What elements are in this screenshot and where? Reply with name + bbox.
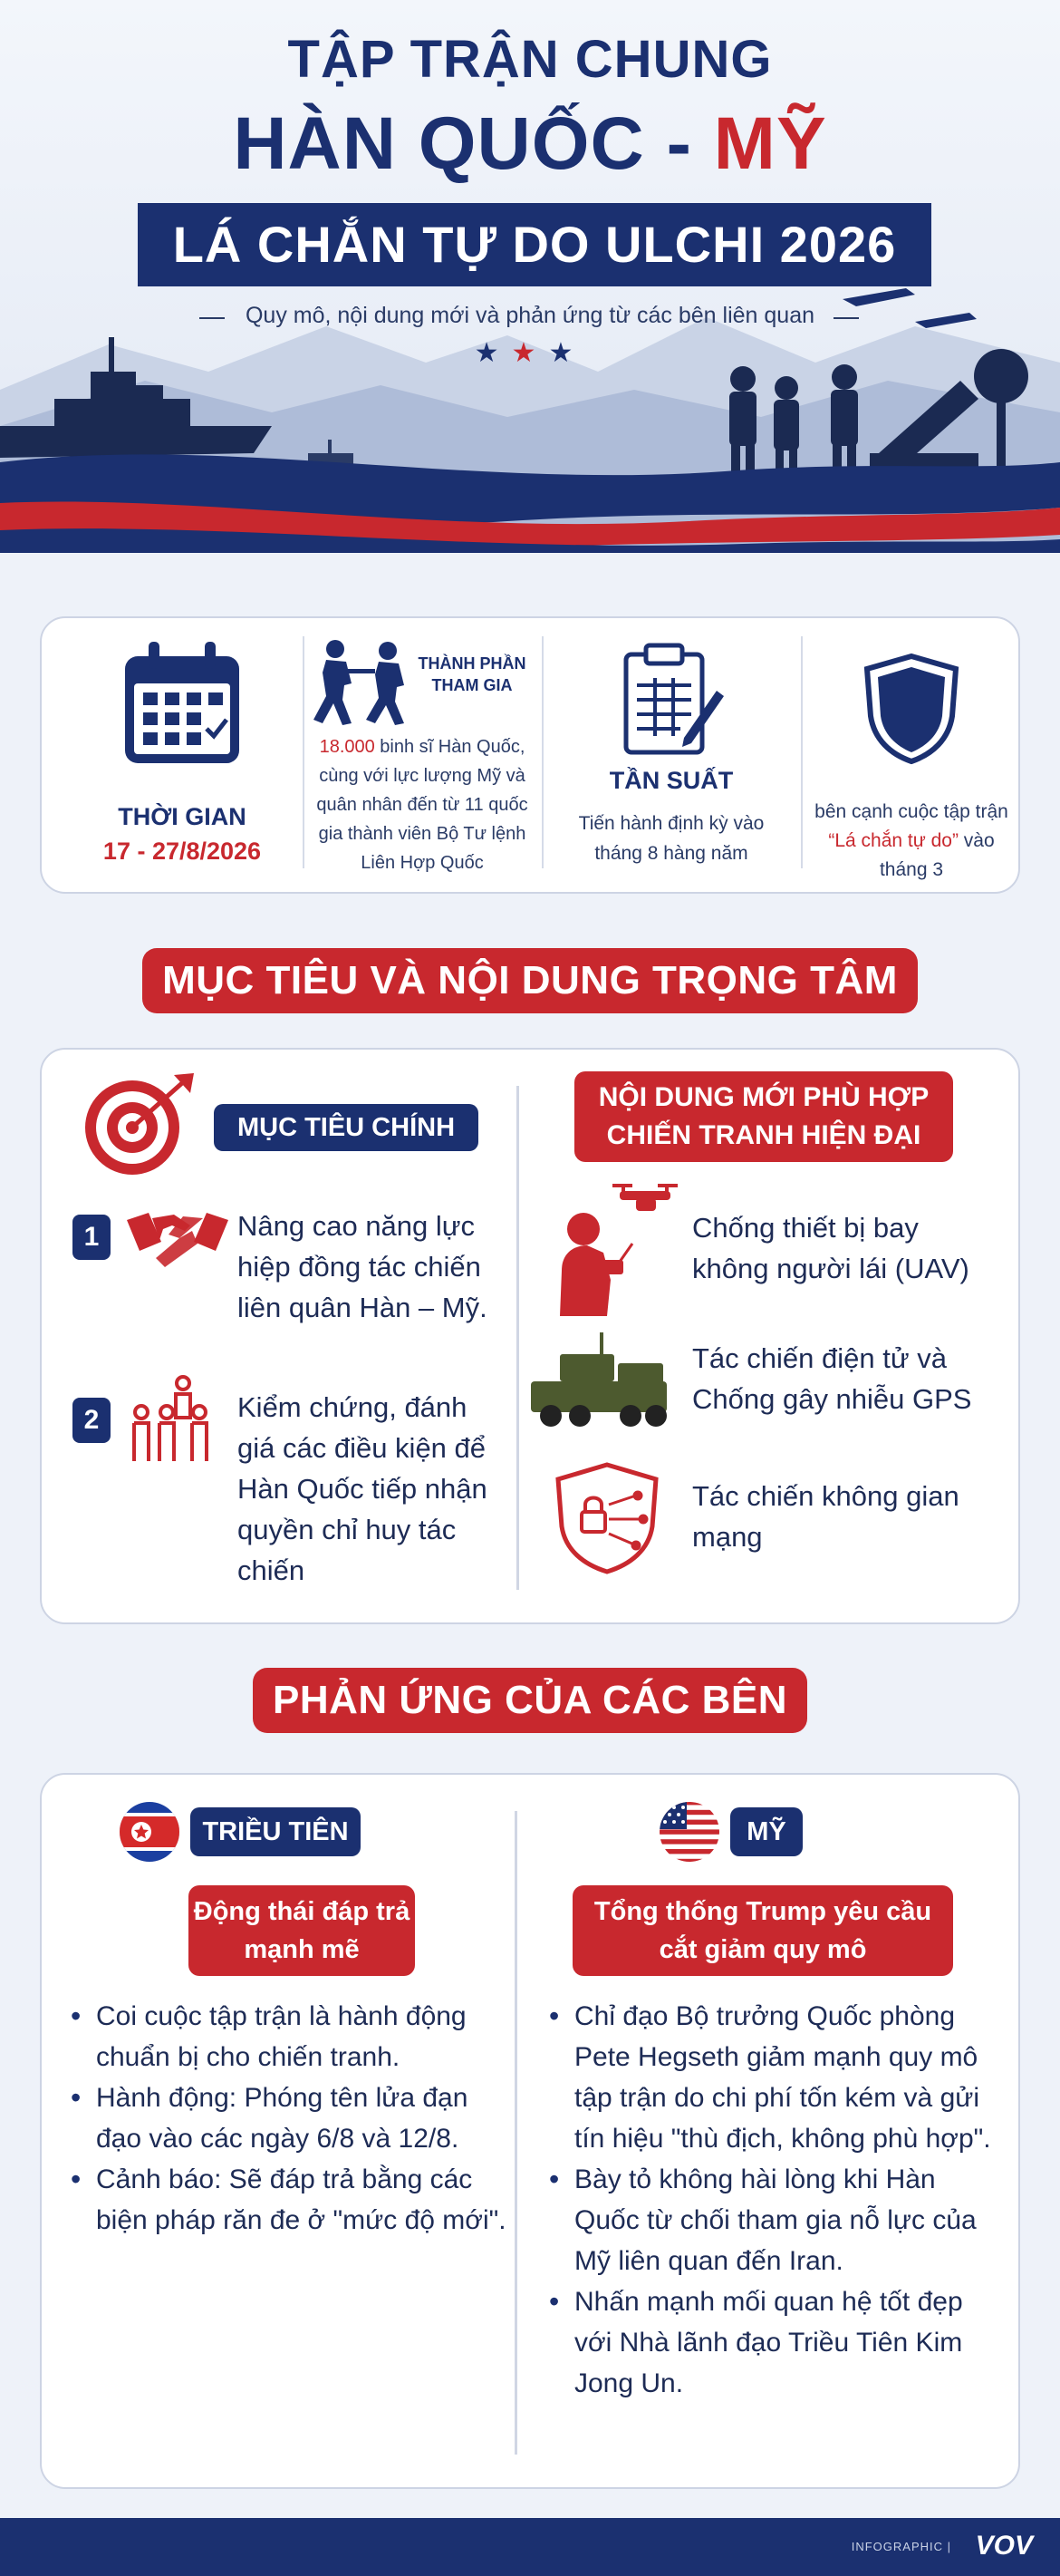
subtitle-divider-right xyxy=(834,317,859,319)
stars-decoration: ★★★ xyxy=(474,338,586,368)
new-content-item: Tác chiến điện tử và Chống gây nhiễu GPS xyxy=(692,1342,972,1415)
clipboard-icon xyxy=(617,640,726,758)
cyber-shield-icon xyxy=(549,1459,667,1577)
goal-number: 2 xyxy=(72,1398,111,1443)
title-usa: MỸ xyxy=(713,102,827,185)
goals-section-title-wrap xyxy=(0,948,1060,1013)
reactions-card xyxy=(40,1773,1020,2489)
handshake-icon xyxy=(125,1202,230,1274)
shield-column xyxy=(803,636,1020,880)
drone-operator-icon xyxy=(556,1180,683,1316)
goal-text: Nâng cao năng lực hiệp đồng tác chiến liên quân Hàn – Mỹ. xyxy=(237,1210,487,1323)
time-title: THỜI GIAN xyxy=(118,803,246,830)
frequency-column xyxy=(544,636,798,877)
goal-number: 1 xyxy=(72,1215,111,1260)
participants-detail: binh sĩ Hàn Quốc, cùng với lực lượng Mỹ và quân nhân đến từ 11 quốc gia thành viên Bộ Tư lệnh Liên Hợp Quốc xyxy=(316,737,528,873)
hero-header xyxy=(0,0,1060,553)
title-line-2 xyxy=(0,102,1060,187)
electronic-warfare-vehicle-icon xyxy=(524,1327,678,1436)
list-item: • Bày tỏ không hài lòng khi Hàn Quốc từ chối tham gia nỗ lực của Mỹ liên quan đến Iran. xyxy=(549,2159,1002,2281)
north-korea-headline: Động thái đáp trả mạnh mẽ xyxy=(188,1885,415,1976)
reactions-divider xyxy=(515,1811,517,2455)
usa-points xyxy=(549,1996,1002,2404)
title-separator: - xyxy=(644,102,714,185)
usa-label: MỸ xyxy=(730,1807,803,1856)
goals-card xyxy=(40,1048,1020,1624)
footer-label: INFOGRAPHIC | xyxy=(851,2540,951,2553)
participants-title: THÀNH PHẦN THAM GIA xyxy=(418,654,526,694)
time-value: 17 - 27/8/2026 xyxy=(102,838,262,865)
north-korea-points xyxy=(71,1996,513,2241)
new-content-item: Chống thiết bị bay không người lái (UAV) xyxy=(692,1212,969,1284)
new-content-item: Tác chiến không gian mạng xyxy=(692,1480,959,1553)
time-column xyxy=(60,636,304,877)
list-item: • Chỉ đạo Bộ trưởng Quốc phòng Pete Hegseth giảm mạnh quy mô tập trận do chi phí tốn kém và gửi tín hiệu "thù địch, không phù hợp". xyxy=(549,1996,1002,2159)
shield-text-b: vào tháng 3 xyxy=(879,830,995,880)
usa-flag-icon xyxy=(658,1800,721,1864)
shield-icon xyxy=(862,653,961,765)
soldiers-icon xyxy=(310,636,419,727)
participants-text xyxy=(304,732,540,877)
goals-divider xyxy=(516,1086,519,1590)
north-korea-label: TRIỀU TIÊN xyxy=(190,1807,361,1856)
exercise-name-banner: LÁ CHẮN TỰ DO ULCHI 2026 xyxy=(138,203,931,286)
footer xyxy=(0,2518,1060,2576)
reactions-section-title-wrap xyxy=(0,1668,1060,1733)
shield-text xyxy=(812,798,1011,885)
list-item: • Cảnh báo: Sẽ đáp trả bằng các biện pháp răn đe ở "mức độ mới". xyxy=(71,2159,513,2241)
hero-subtitle: Quy mô, nội dung mới và phản ứng từ các bên liên quan xyxy=(245,303,814,328)
goals-section-title: MỤC TIÊU VÀ NỘI DUNG TRỌNG TÂM xyxy=(142,948,918,1013)
frequency-text: Tiến hành định kỳ vào tháng 8 hàng năm xyxy=(578,813,765,864)
team-leader-icon xyxy=(127,1374,217,1465)
shield-highlight: “Lá chắn tự do” xyxy=(828,830,959,851)
participants-column xyxy=(304,636,540,877)
overview-card xyxy=(40,616,1020,894)
reactions-section-title: PHẢN ỨNG CỦA CÁC BÊN xyxy=(253,1668,807,1733)
list-item: • Hành động: Phóng tên lửa đạn đạo vào các ngày 6/8 và 12/8. xyxy=(71,2077,513,2159)
new-content-label: NỘI DUNG MỚI PHÙ HỢP CHIẾN TRANH HIỆN ĐẠI xyxy=(574,1071,953,1162)
title-korea: HÀN QUỐC xyxy=(233,102,645,185)
usa-headline: Tổng thống Trump yêu cầu cắt giảm quy mô xyxy=(573,1885,953,1976)
participants-count: 18.000 xyxy=(319,737,375,757)
target-icon xyxy=(82,1070,199,1178)
list-item: • Nhấn mạnh mối quan hệ tốt đẹp với Nhà lãnh đạo Triều Tiên Kim Jong Un. xyxy=(549,2281,1002,2404)
frequency-title: TẦN SUẤT xyxy=(609,767,734,794)
column-divider xyxy=(542,636,544,868)
main-goal-label: MỤC TIÊU CHÍNH xyxy=(214,1104,478,1151)
north-korea-flag-icon xyxy=(118,1800,181,1864)
title-line-1: TẬP TRẬN CHUNG xyxy=(287,30,773,89)
list-item: • Coi cuộc tập trận là hành động chuẩn bị cho chiến tranh. xyxy=(71,1996,513,2077)
goal-text: Kiểm chứng, đánh giá các điều kiện để Hàn Quốc tiếp nhận quyền chỉ huy tác chiến xyxy=(237,1391,487,1586)
calendar-icon xyxy=(121,640,243,767)
vov-logo: VOV xyxy=(975,2531,1033,2561)
shield-text-a: bên cạnh cuộc tập trận xyxy=(814,801,1008,822)
